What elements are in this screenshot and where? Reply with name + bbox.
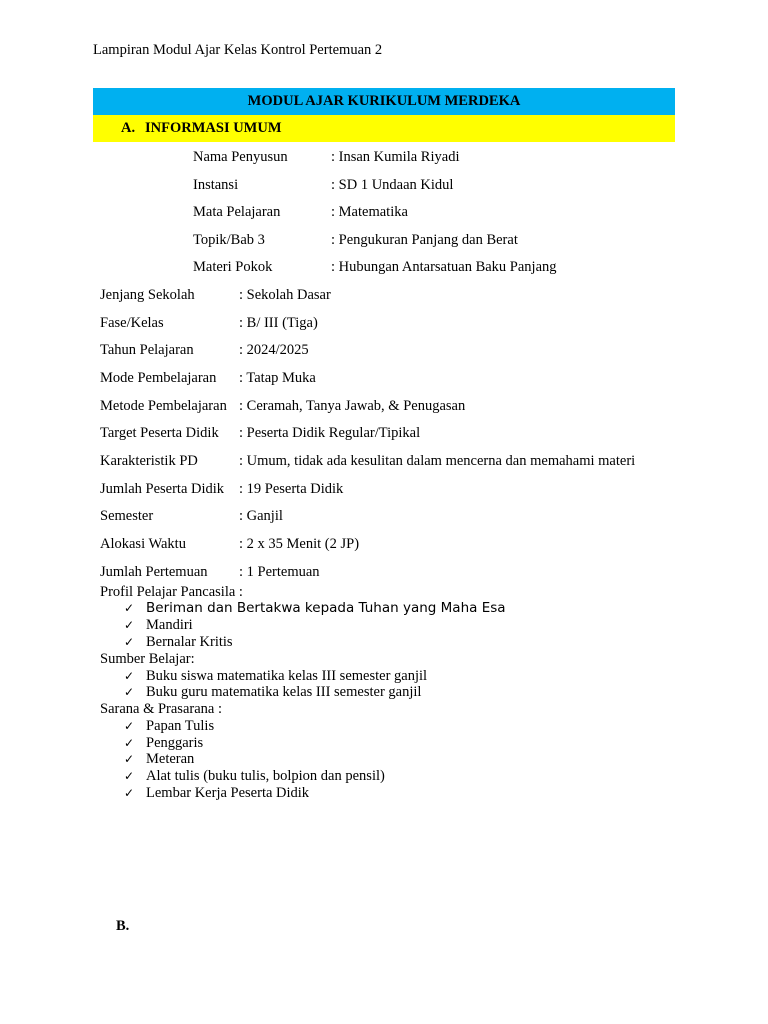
profil-item: Bernalar Kritis — [146, 634, 233, 650]
detail-value: : 19 Peserta Didik — [239, 481, 344, 497]
section-a-number: A. — [121, 120, 136, 136]
sarana-item: Meteran — [146, 751, 195, 767]
identity-label: Materi Pokok — [193, 259, 273, 275]
detail-value: : 2024/2025 — [239, 342, 309, 358]
checkmark-icon: ✓ — [124, 769, 135, 783]
identity-label: Instansi — [193, 177, 239, 193]
detail-label: Semester — [100, 508, 154, 524]
detail-label: Target Peserta Didik — [100, 425, 219, 441]
detail-label: Jenjang Sekolah — [100, 287, 195, 303]
checkmark-icon: ✓ — [124, 736, 135, 750]
detail-label: Tahun Pelajaran — [100, 342, 194, 358]
checkmark-icon: ✓ — [124, 635, 135, 649]
checkmark-icon: ✓ — [124, 719, 135, 733]
profil-item: Mandiri — [146, 617, 193, 633]
sarana-item: Lembar Kerja Peserta Didik — [146, 785, 310, 801]
identity-value: : SD 1 Undaan Kidul — [331, 177, 454, 193]
sumber-item: Buku siswa matematika kelas III semester ganjil — [146, 668, 428, 684]
checkmark-icon: ✓ — [124, 786, 135, 800]
identity-value: : Matematika — [331, 204, 408, 220]
identity-label: Topik/Bab 3 — [193, 232, 265, 248]
detail-value: : Tatap Muka — [239, 370, 316, 386]
detail-value: : Ganjil — [239, 508, 283, 524]
identity-value: : Hubungan Antarsatuan Baku Panjang — [331, 259, 557, 275]
section-a-label: INFORMASI UMUM — [145, 120, 282, 136]
identity-value: : Insan Kumila Riyadi — [331, 149, 460, 165]
detail-value: : Ceramah, Tanya Jawab, & Penugasan — [239, 398, 466, 414]
sarana-heading: Sarana & Prasarana : — [100, 701, 222, 717]
identity-value: : Pengukuran Panjang dan Berat — [331, 232, 518, 248]
sumber-heading: Sumber Belajar: — [100, 651, 195, 667]
sarana-item: Penggaris — [146, 735, 204, 751]
sarana-item: Alat tulis (buku tulis, bolpion dan pensil) — [146, 768, 385, 784]
title-band — [93, 88, 675, 115]
detail-value: : B/ III (Tiga) — [239, 315, 318, 331]
checkmark-icon: ✓ — [124, 752, 135, 766]
detail-value: : Peserta Didik Regular/Tipikal — [239, 425, 421, 441]
detail-label: Jumlah Peserta Didik — [100, 481, 225, 497]
document-title: MODUL AJAR KURIKULUM MERDEKA — [247, 93, 521, 109]
profil-item: Beriman dan Bertakwa kepada Tuhan yang Maha Esa — [146, 600, 506, 616]
sarana-item: Papan Tulis — [146, 718, 215, 734]
checkmark-icon: ✓ — [124, 685, 135, 699]
detail-label: Fase/Kelas — [100, 315, 164, 331]
section-a-heading — [121, 120, 282, 137]
detail-value: : 1 Pertemuan — [239, 564, 320, 580]
document-header: Lampiran Modul Ajar Kelas Kontrol Pertemuan 2 — [93, 42, 383, 58]
detail-label: Jumlah Pertemuan — [100, 564, 208, 580]
detail-label: Karakteristik PD — [100, 453, 198, 469]
detail-label: Mode Pembelajaran — [100, 370, 217, 386]
detail-label: Alokasi Waktu — [100, 536, 186, 552]
identity-label: Nama Penyusun — [193, 149, 288, 165]
detail-label: Metode Pembelajaran — [100, 398, 227, 414]
section-a-band — [93, 115, 675, 142]
sumber-item: Buku guru matematika kelas III semester ganjil — [146, 684, 422, 700]
detail-value: : Umum, tidak ada kesulitan dalam mencerna dan memahami materi — [239, 453, 636, 469]
section-b-heading: B. — [116, 918, 130, 934]
identity-label: Mata Pelajaran — [193, 204, 281, 220]
checkmark-icon: ✓ — [124, 618, 135, 632]
checkmark-icon: ✓ — [124, 669, 135, 683]
profil-heading: Profil Pelajar Pancasila : — [100, 584, 243, 600]
detail-value: : Sekolah Dasar — [239, 287, 331, 303]
checkmark-icon: ✓ — [124, 601, 135, 615]
detail-value: : 2 x 35 Menit (2 JP) — [239, 536, 360, 552]
